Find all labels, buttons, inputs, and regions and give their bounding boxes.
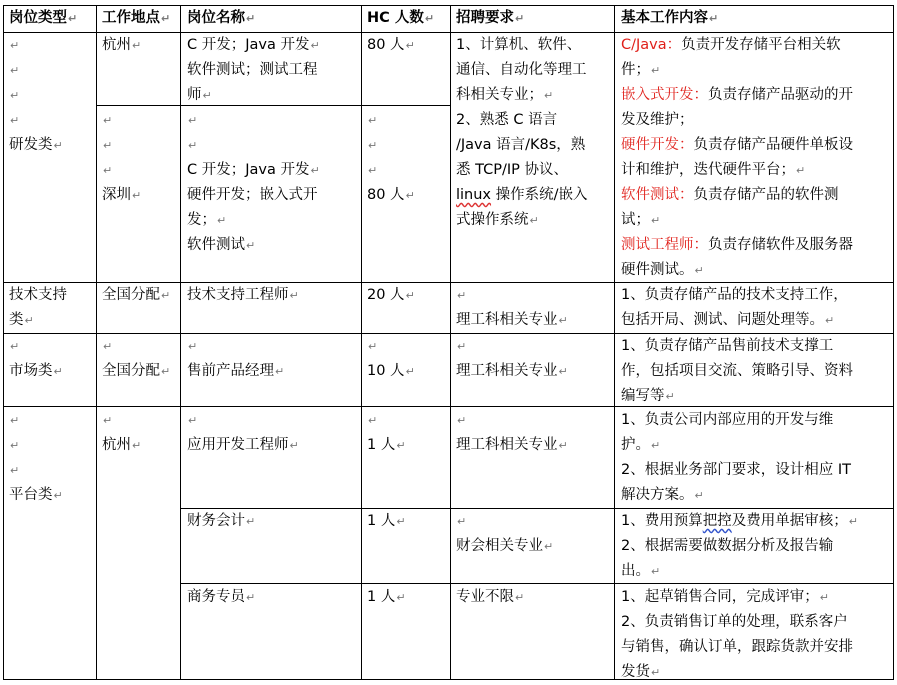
market-location: ↵ 全国分配↵ — [102, 340, 171, 379]
platform-biz-hc: 1 人↵ — [367, 589, 406, 605]
market-position: ↵ 售前产品经理↵ — [187, 340, 285, 379]
tech-category: 技术支持 类↵ — [9, 287, 67, 328]
rd-category: ↵ ↵ ↵ ↵ 研发类↵ — [9, 39, 63, 153]
platform-biz-requirement: 专业不限↵ — [456, 589, 525, 605]
header-requirements: 招聘要求↵ — [456, 10, 525, 26]
tech-requirement: ↵ 理工科相关专业↵ — [456, 289, 568, 328]
header-hc: HC 人数↵ — [367, 10, 435, 26]
rd-sz-location: ↵ ↵ ↵ 深圳↵ — [102, 114, 142, 203]
platform-finance-hc: 1 人↵ — [367, 513, 406, 529]
table-border-right — [893, 5, 894, 680]
column-divider — [614, 5, 615, 680]
market-content: 1、负责存储产品售前技术支撑工 作，包括项目交流、策略引导、资料 编写等↵ — [621, 338, 853, 404]
header-category: 岗位类型↵ — [9, 10, 78, 26]
rd-sz-hc: ↵ ↵ ↵ 80 人↵ — [367, 114, 415, 203]
tech-position: 技术支持工程师↵ — [187, 287, 299, 303]
rd-hz-hc: 80 人↵ — [367, 37, 415, 53]
platform-app-requirement: ↵ 理工科相关专业↵ — [456, 414, 568, 453]
rd-hz-location: 杭州↵ — [102, 37, 142, 53]
column-divider — [361, 5, 362, 680]
column-divider — [180, 5, 181, 680]
market-requirement: ↵ 理工科相关专业↵ — [456, 340, 568, 379]
platform-app-hc: ↵ 1 人↵ — [367, 414, 406, 453]
header-position: 岗位名称↵ — [187, 10, 256, 26]
tech-hc: 20 人↵ — [367, 287, 415, 303]
tech-content: 1、负责存储产品的技术支持工作， 包括开局、测试、问题处理等。↵ — [621, 287, 848, 328]
market-hc: ↵ 10 人↵ — [367, 340, 415, 379]
platform-location: ↵ 杭州↵ — [102, 414, 142, 453]
platform-app-position: ↵ 应用开发工程师↵ — [187, 414, 299, 453]
platform-app-content: 1、负责公司内部应用的开发与维 护。↵ 2、根据业务部门要求，设计相应 IT 解决方案。↵ — [621, 412, 851, 503]
rd-requirements: 1、计算机、软件、 通信、自动化等理工 科相关专业；↵ 2、熟悉 C 语言 /Java 语言/K8s，熟 悉 TCP/IP 协议、 linux 操作系统/嵌入 式操作系统↵ — [456, 37, 588, 228]
platform-category: ↵ ↵ ↵ 平台类↵ — [9, 414, 63, 503]
column-divider — [96, 5, 97, 680]
tech-location: 全国分配↵ — [102, 287, 171, 303]
rd-duties: C/Java：负责开发存储平台相关软 件；↵ 嵌入式开发：负责存储产品驱动的开 发及维护； 硬件开发：负责存储产品硬件单板设 计和维护，迭代硬件平台；↵ 软件测试：负责存储产品的软件测 试；↵ 测试工程师：负责存储软件及服务器 硬件测试。↵ — [621, 37, 853, 278]
rd-hz-positions: C 开发；Java 开发↵ 软件测试；测试工程 师↵ — [187, 37, 320, 103]
platform-finance-position: 财务会计↵ — [187, 513, 256, 529]
rd-sz-positions: ↵ ↵ C 开发；Java 开发↵ 硬件开发；嵌入式开 发；↵ 软件测试↵ — [187, 114, 320, 253]
header-content: 基本工作内容↵ — [621, 10, 719, 26]
platform-finance-requirement: ↵ 财会相关专业↵ — [456, 515, 554, 554]
header-location: 工作地点↵ — [102, 10, 171, 26]
platform-biz-content: 1、起草销售合同，完成评审；↵ 2、负责销售订单的处理，联系客户 与销售，确认订单，跟踪货款并安排 发货↵ — [621, 589, 853, 680]
platform-finance-content: 1、费用预算把控及费用单据审核；↵ 2、根据需要做数据分析及报告输 出。↵ — [621, 513, 858, 579]
platform-biz-position: 商务专员↵ — [187, 589, 256, 605]
market-category: ↵ 市场类↵ — [9, 340, 63, 379]
column-divider — [450, 5, 451, 680]
table-border-left — [3, 5, 4, 680]
